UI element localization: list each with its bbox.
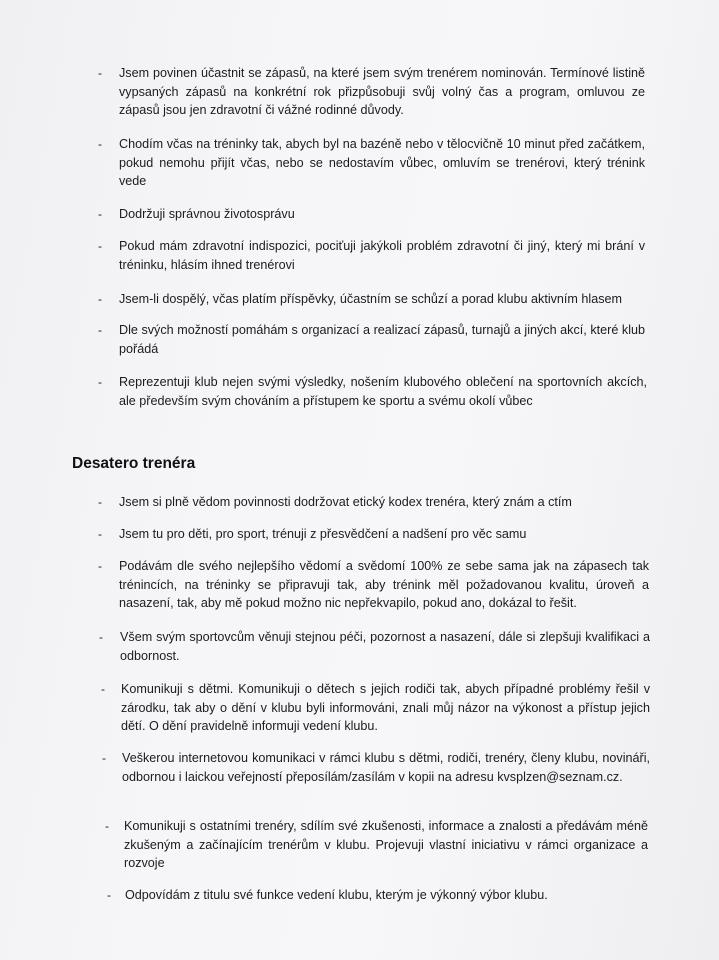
bullet-dash: -	[98, 292, 102, 306]
list-item	[98, 493, 649, 512]
list-item	[98, 525, 649, 544]
list-item-text: Jsem tu pro děti, pro sport, trénuji z přesvědčení a nadšení pro věc samu	[119, 527, 527, 541]
list-item-text: Veškerou internetovou komunikaci v rámci klubu s dětmi, rodiči, trenéry, členy klubu, novináři, odbornou i laickou veřejností přeposílám/zasílám v kopii na adresu kvsplzen@seznam.cz.	[122, 751, 650, 784]
list-item-text: Všem svým sportovcům věnuji stejnou péči, pozornost a nasazení, dále si zlepšuji kvalifikaci a odbornost.	[120, 630, 650, 663]
bullet-dash: -	[98, 207, 102, 221]
list-item-text: Jsem-li dospělý, včas platím příspěvky, účastním se schůzí a porad klubu aktivním hlasem	[119, 292, 623, 306]
bullet-dash: -	[98, 495, 102, 509]
list-item-text: Komunikuji s dětmi. Komunikuji o dětech s jejich rodiči tak, abych případné problémy řešil v zárodku, tak aby o dění v klubu byli informováni, znali můj názor na výkonost a přístup jejich dětí. O dění pravidelně informuji vedení klubu.	[121, 682, 650, 734]
list-item	[107, 886, 645, 905]
list-item	[98, 290, 645, 309]
bullet-dash: -	[98, 66, 102, 80]
bullet-dash: -	[98, 137, 102, 151]
bullet-dash: -	[98, 239, 102, 253]
list-item	[98, 237, 645, 274]
list-item	[98, 373, 647, 410]
list-item-text: Jsem si plně vědom povinnosti dodržovat etický kodex trenéra, který znám a ctím	[119, 495, 572, 509]
bullet-dash: -	[99, 630, 103, 644]
list-item	[101, 680, 650, 736]
list-item	[98, 135, 645, 191]
list-item-text: Jsem povinen účastnit se zápasů, na které jsem svým trenérem nominován. Termínové listině vypsaných zápasů na konkrétní rok přizpůsobuji svůj volný čas a program, omluvou ze zápasů jsou jen zdravotní či vážné rodinné důvody.	[119, 66, 645, 118]
list-item	[99, 628, 650, 665]
bullet-dash: -	[98, 559, 102, 573]
list-item-text: Komunikuji s ostatními trenéry, sdílím své zkušenosti, informace a znalosti a předávám méně zkušeným a začínajícím trenérům v klubu. Projevuji vlastní iniciativu v rámci organizace a rozvoje	[124, 819, 648, 871]
bullet-dash: -	[102, 751, 106, 765]
list-item-text: Chodím včas na tréninky tak, abych byl na bazéně nebo v tělocvičně 10 minut před začátkem, pokud nemohu přijít včas, nebo se nedostavím vůbec, omluvím se trenérovi, který trénink vede	[119, 137, 645, 189]
list-item	[98, 321, 645, 358]
list-item-text: Dodržuji správnou životosprávu	[119, 207, 295, 221]
list-item	[102, 749, 650, 786]
bullet-dash: -	[98, 323, 102, 337]
list-item	[98, 64, 645, 120]
list-item	[98, 557, 649, 613]
list-item-text: Reprezentuji klub nejen svými výsledky, nošením klubového oblečení na sportovních akcích, ale především svým chováním a přístupem ke sportu a svému okolí vůbec	[119, 375, 647, 408]
section-heading: Desatero trenéra	[72, 455, 196, 472]
list-item-text: Podávám dle svého nejlepšího vědomí a svědomí 100% ze sebe sama jak na zápasech tak trénincích, na tréninky se připravuji tak, aby trénink měl požadovanou kvalitu, úroveň a nasazení, tak, aby mě pokud možno nic nepřekvapilo, pokud ano, dokázal to řešit.	[119, 559, 649, 611]
bullet-dash: -	[98, 527, 102, 541]
bullet-dash: -	[107, 888, 111, 902]
list-item	[98, 205, 645, 224]
list-item-text: Dle svých možností pomáhám s organizací a realizací zápasů, turnajů a jiných akcí, které klub pořádá	[119, 323, 645, 356]
list-item	[105, 817, 648, 873]
list-item-text: Odpovídám z titulu své funkce vedení klubu, kterým je výkonný výbor klubu.	[125, 888, 548, 902]
bullet-dash: -	[101, 682, 105, 696]
bullet-dash: -	[98, 375, 102, 389]
list-item-text: Pokud mám zdravotní indispozici, pociťuji jakýkoli problém zdravotní či jiný, který mi brání v tréninku, hlásím ihned trenérovi	[119, 239, 645, 272]
bullet-dash: -	[105, 819, 109, 833]
